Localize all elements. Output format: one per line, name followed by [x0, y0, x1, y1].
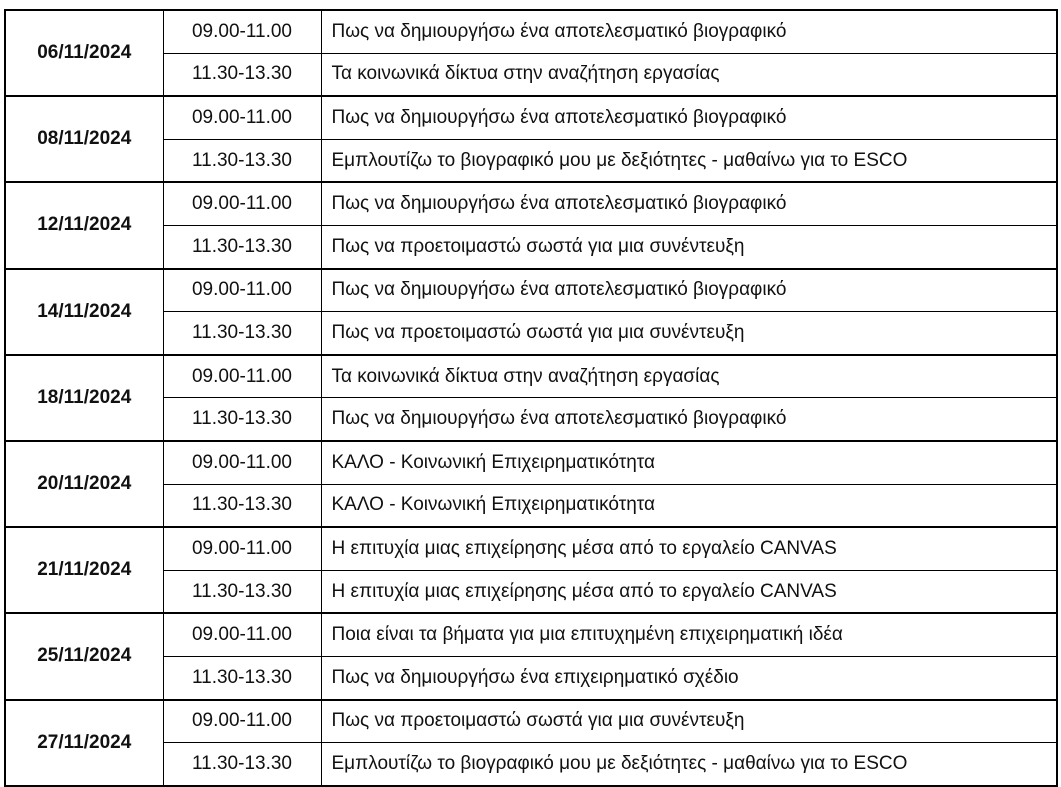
session-date: 27/11/2024: [5, 700, 163, 786]
session-time: 09.00-11.00: [163, 527, 321, 570]
table-row: [5, 355, 1057, 398]
table-row: [5, 312, 1057, 355]
session-topic: Πως να προετοιμαστώ σωστά για μια συνέντευξη: [321, 312, 1057, 355]
table-row: [5, 53, 1057, 96]
session-date: 21/11/2024: [5, 527, 163, 613]
session-topic: Η επιτυχία μιας επιχείρησης μέσα από το εργαλείο CANVAS: [321, 527, 1057, 570]
session-topic: Ποια είναι τα βήματα για μια επιτυχημένη επιχειρηματική ιδέα: [321, 613, 1057, 656]
session-topic: Πως να προετοιμαστώ σωστά για μια συνέντευξη: [321, 700, 1057, 743]
session-time: 09.00-11.00: [163, 613, 321, 656]
session-time: 09.00-11.00: [163, 269, 321, 312]
session-time: 11.30-13.30: [163, 570, 321, 613]
session-topic: Τα κοινωνικά δίκτυα στην αναζήτηση εργασίας: [321, 53, 1057, 96]
table-row: [5, 441, 1057, 484]
table-row: [5, 484, 1057, 527]
table-row: [5, 613, 1057, 656]
session-date: 20/11/2024: [5, 441, 163, 527]
table-row: [5, 225, 1057, 268]
table-row: [5, 182, 1057, 225]
session-topic: Εμπλουτίζω το βιογραφικό μου με δεξιότητες - μαθαίνω για το ESCO: [321, 139, 1057, 182]
session-time: 11.30-13.30: [163, 484, 321, 527]
session-topic: Πως να δημιουργήσω ένα αποτελεσματικό βιογραφικό: [321, 182, 1057, 225]
table-row: [5, 570, 1057, 613]
session-time: 11.30-13.30: [163, 139, 321, 182]
session-time: 11.30-13.30: [163, 743, 321, 786]
schedule-table-container: [4, 9, 1056, 787]
session-time: 09.00-11.00: [163, 96, 321, 139]
session-date: 06/11/2024: [5, 10, 163, 96]
session-time: 09.00-11.00: [163, 355, 321, 398]
session-topic: ΚΑΛΟ - Κοινωνική Επιχειρηματικότητα: [321, 441, 1057, 484]
session-topic: Πως να δημιουργήσω ένα επιχειρηματικό σχέδιο: [321, 656, 1057, 699]
session-topic: Πως να δημιουργήσω ένα αποτελεσματικό βιογραφικό: [321, 96, 1057, 139]
session-topic: Η επιτυχία μιας επιχείρησης μέσα από το εργαλείο CANVAS: [321, 570, 1057, 613]
session-time: 11.30-13.30: [163, 53, 321, 96]
session-topic: Πως να δημιουργήσω ένα αποτελεσματικό βιογραφικό: [321, 398, 1057, 441]
session-time: 09.00-11.00: [163, 441, 321, 484]
table-row: [5, 139, 1057, 182]
session-topic: Πως να δημιουργήσω ένα αποτελεσματικό βιογραφικό: [321, 10, 1057, 53]
session-date: 25/11/2024: [5, 613, 163, 699]
table-row: [5, 656, 1057, 699]
table-row: [5, 700, 1057, 743]
table-row: [5, 269, 1057, 312]
table-row: [5, 743, 1057, 786]
schedule-table: [4, 9, 1058, 787]
session-topic: Εμπλουτίζω το βιογραφικό μου με δεξιότητες - μαθαίνω για το ESCO: [321, 743, 1057, 786]
session-time: 09.00-11.00: [163, 700, 321, 743]
session-date: 14/11/2024: [5, 269, 163, 355]
session-time: 11.30-13.30: [163, 312, 321, 355]
table-row: [5, 10, 1057, 53]
session-time: 09.00-11.00: [163, 10, 321, 53]
session-time: 09.00-11.00: [163, 182, 321, 225]
session-date: 18/11/2024: [5, 355, 163, 441]
session-topic: Πως να δημιουργήσω ένα αποτελεσματικό βιογραφικό: [321, 269, 1057, 312]
session-time: 11.30-13.30: [163, 656, 321, 699]
table-row: [5, 527, 1057, 570]
table-row: [5, 398, 1057, 441]
table-row: [5, 96, 1057, 139]
session-date: 08/11/2024: [5, 96, 163, 182]
schedule-body: [5, 10, 1057, 786]
session-topic: Τα κοινωνικά δίκτυα στην αναζήτηση εργασίας: [321, 355, 1057, 398]
session-topic: ΚΑΛΟ - Κοινωνική Επιχειρηματικότητα: [321, 484, 1057, 527]
session-time: 11.30-13.30: [163, 398, 321, 441]
session-topic: Πως να προετοιμαστώ σωστά για μια συνέντευξη: [321, 225, 1057, 268]
session-time: 11.30-13.30: [163, 225, 321, 268]
session-date: 12/11/2024: [5, 182, 163, 268]
